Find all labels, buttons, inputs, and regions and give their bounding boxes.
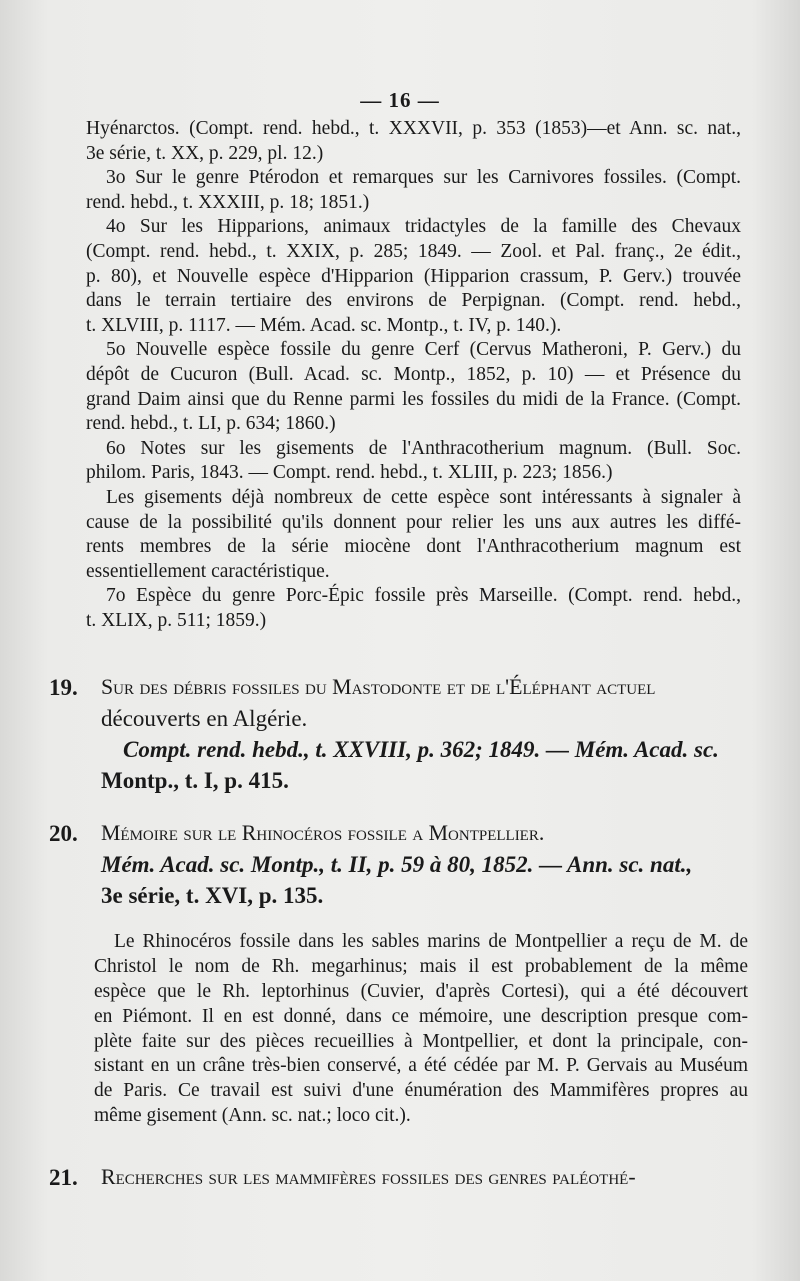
text-line: en Piémont. Il en est donné, dans ce mémoire, une description presque com- [94, 1005, 748, 1027]
entry-title-cont: découverts en Algérie. [101, 706, 308, 731]
text-line: 6o Notes sur les gisements de l'Anthracotherium magnum. (Bull. Soc. [106, 437, 741, 459]
text-line: dépôt de Cucuron (Bull. Acad. sc. Montp., 1852, p. 10) — et Présence du [86, 363, 741, 385]
text-line: 5o Nouvelle espèce fossile du genre Cerf (Cervus Matheroni, P. Gerv.) du [106, 339, 741, 361]
entry-title: Mémoire sur le Rhinocéros fossile a Montpellier. [101, 821, 545, 845]
text-line: Hyénarctos. (Compt. rend. hebd., t. XXXVII, p. 353 (1853)—et Ann. sc. nat., [86, 118, 741, 139]
text-line: 3o Sur le genre Ptérodon et remarques sur les Carnivores fossiles. (Compt. [106, 167, 741, 189]
text-line: sistant en un crâne très-bien conservé, a été cédée par M. P. Gervais au Muséum [94, 1055, 748, 1077]
entry-reference: Compt. rend. hebd., t. XXVIII, p. 362; 1849. — Mém. Acad. sc. [123, 737, 719, 762]
entry-number: 19. [49, 675, 78, 700]
entry-reference-cont: Montp., t. I, p. 415. [101, 768, 289, 793]
text-line: de Paris. Ce travail est suivi d'une énumération des Mammifères propres au [94, 1080, 748, 1102]
entry-title: Recherches sur les mammifères fossiles des genres paléothé- [101, 1165, 636, 1189]
text-line: (Compt. rend. hebd., t. XXIX, p. 285; 1849. — Zool. et Pal. franç., 2e édit., [86, 240, 741, 262]
entry-20 [49, 818, 749, 911]
text-line: Christol le nom de Rh. megarhinus; mais il est probablement de la même [94, 955, 748, 977]
text-line: dans le terrain tertiaire des environs de Perpignan. (Compt. rend. hebd., [86, 290, 741, 312]
text-line: plète faite sur des pièces recueillies à Montpellier, et dont la principale, con- [94, 1030, 748, 1052]
top-text-block [86, 117, 741, 633]
text-line: philom. Paris, 1843. — Compt. rend. hebd., t. XLIII, p. 223; 1856.) [86, 462, 613, 484]
entry-reference: Mém. Acad. sc. Montp., t. II, p. 59 à 80, 1852. — Ann. sc. nat., [101, 852, 693, 877]
text-line: 4o Sur les Hipparions, animaux tridactyles de la famille des Chevaux [106, 216, 741, 238]
text-line: p. 80), et Nouvelle espèce d'Hipparion (Hipparion crassum, P. Gerv.) trouvée [86, 265, 741, 287]
description-paragraph [94, 930, 748, 1129]
entry-21 [49, 1162, 749, 1193]
page-number: — 16 — [360, 88, 440, 112]
text-line: essentiellement caractéristique. [86, 560, 330, 582]
text-line: t. XLIX, p. 511; 1859.) [86, 609, 267, 631]
text-line: rend. hebd., t. LI, p. 634; 1860.) [86, 413, 336, 435]
entry-19 [49, 672, 749, 796]
text-line: 3e série, t. XX, p. 229, pl. 12.) [86, 142, 324, 164]
text-line: grand Daim ainsi que du Renne parmi les fossiles du midi de la France. (Compt. [86, 388, 741, 410]
entry-number: 21. [49, 1165, 78, 1190]
entry-number: 20. [49, 821, 78, 846]
entry-title: Sur des débris fossiles du Mastodonte et de l'Éléphant actuel [101, 675, 656, 699]
text-line: Les gisements déjà nombreux de cette espèce sont intéressants à signaler à [106, 486, 741, 508]
text-line: t. XLVIII, p. 1117. — Mém. Acad. sc. Montp., t. IV, p. 140.). [86, 314, 562, 336]
text-line: rents membres de la série miocène dont l'Anthracotherium magnum est [86, 536, 741, 558]
text-line: cause de la possibilité qu'ils donnent pour relier les uns aux autres les diffé- [86, 511, 741, 533]
text-line: même gisement (Ann. sc. nat.; loco cit.). [94, 1105, 411, 1127]
entry-reference-cont: 3e série, t. XVI, p. 135. [101, 883, 324, 908]
text-line: Le Rhinocéros fossile dans les sables marins de Montpellier a reçu de M. de [114, 931, 748, 952]
text-line: rend. hebd., t. XXXIII, p. 18; 1851.) [86, 191, 370, 213]
text-line: espèce que le Rh. leptorhinus (Cuvier, d'après Cortesi), qui a été découvert [94, 980, 748, 1002]
text-line: 7o Espèce du genre Porc-Épic fossile près Marseille. (Compt. rend. hebd., [106, 585, 741, 607]
